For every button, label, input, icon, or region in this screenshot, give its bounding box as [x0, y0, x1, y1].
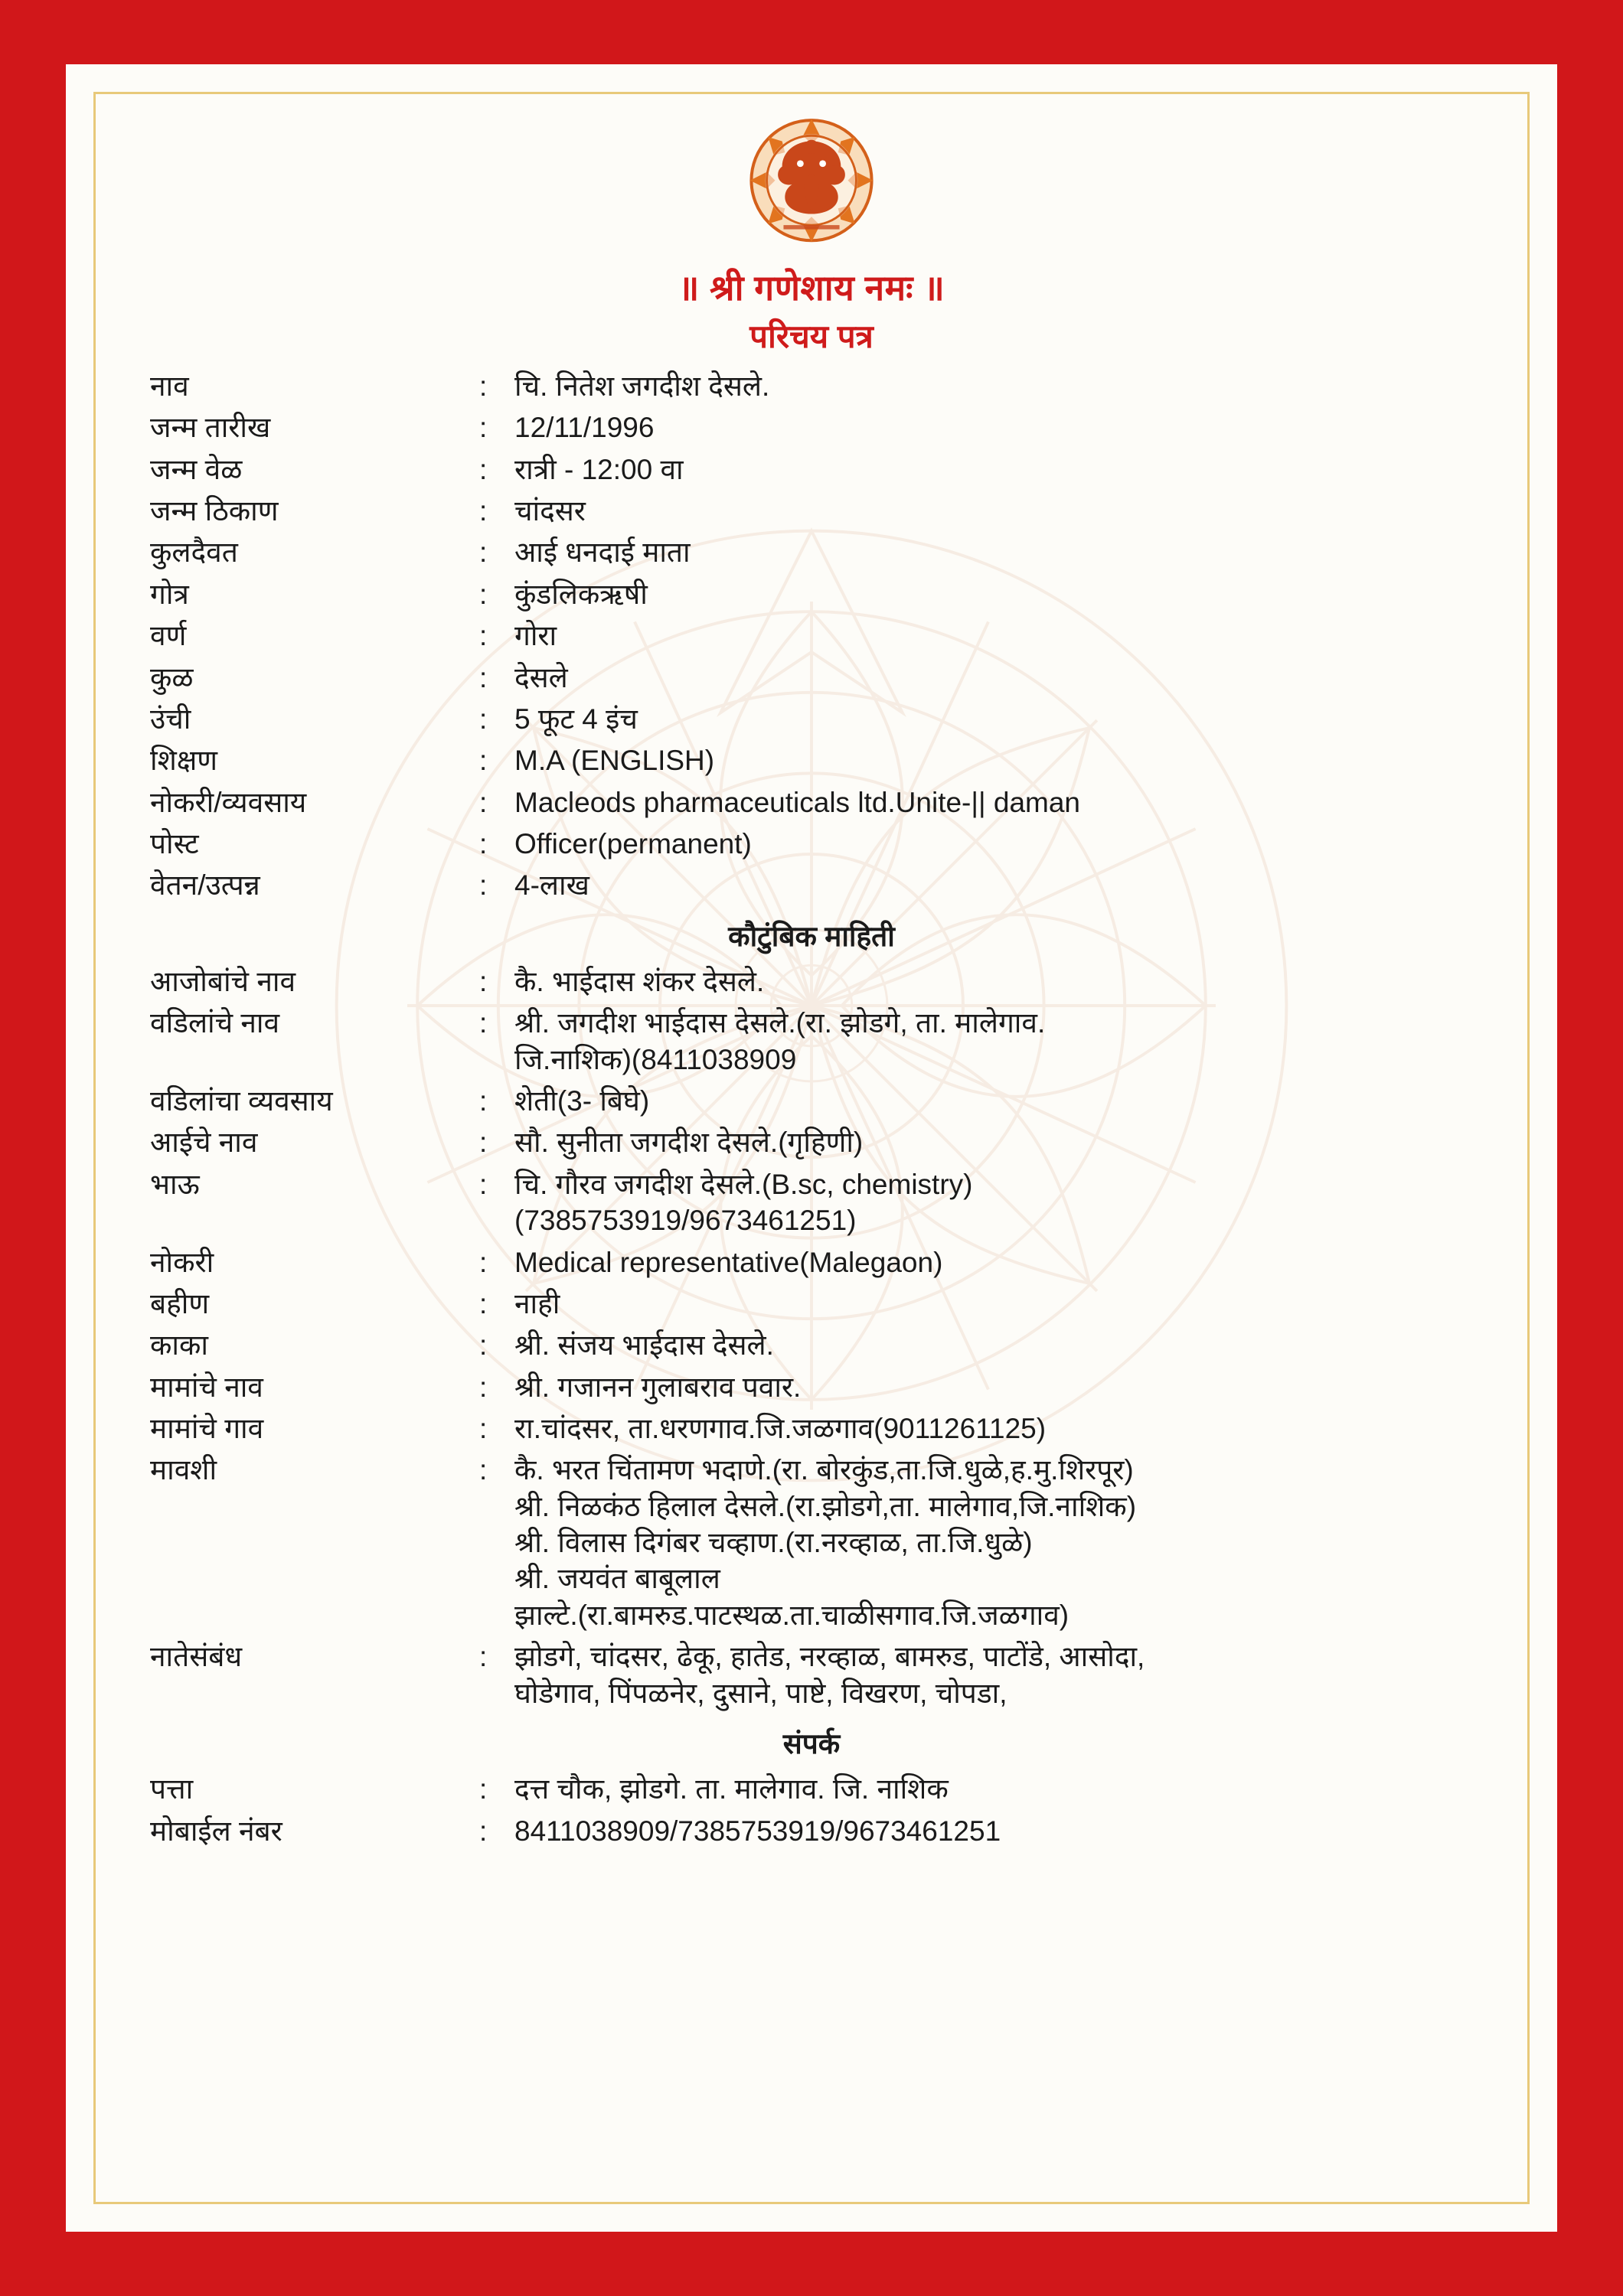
- row-label: कुलदैवत: [150, 536, 238, 569]
- row-value: आई धनदाई माता: [514, 536, 691, 569]
- row-label: भाऊ: [150, 1168, 200, 1200]
- row-colon: :: [479, 1815, 488, 1847]
- row-colon: :: [479, 412, 488, 444]
- row-value: M.A (ENGLISH): [514, 745, 715, 777]
- row-value-line2: घोडेगाव, पिंपळनेर, दुसाने, पाष्टे, विखरण, चोपडा,: [514, 1677, 1007, 1709]
- row-colon: :: [479, 661, 488, 693]
- row-label: वेतन/उत्पन्न: [150, 869, 260, 902]
- row-value: देसले: [514, 661, 568, 693]
- row-value: श्री. जगदीश भाईदास देसले.(रा. झोडगे, ता. मालेगाव.: [514, 1007, 1046, 1039]
- row-colon: :: [479, 703, 488, 735]
- row-value-line3: श्री. विलास दिगंबर चव्हाण.(रा.नरव्हाळ, ता.जि.धुळे): [514, 1527, 1033, 1559]
- row-label: मोबाईल नंबर: [150, 1815, 282, 1847]
- row-value: 4-लाख: [514, 869, 589, 902]
- row-value: 12/11/1996: [514, 412, 655, 444]
- row-label: नातेसंबंध: [150, 1641, 243, 1673]
- document-content: [66, 64, 1557, 2232]
- row-value-line5: झाल्टे.(रा.बामरुड.पाटस्थळ.ता.चाळीसगाव.जि.जळगाव): [514, 1599, 1069, 1631]
- row-colon: :: [479, 786, 488, 818]
- row-colon: :: [479, 1246, 488, 1278]
- row-label: उंची: [150, 703, 191, 735]
- table-row: [150, 701, 1473, 742]
- row-value: दत्त चौक, झोडगे. ता. मालेगाव. जि. नाशिक: [514, 1773, 949, 1805]
- table-row: [150, 1327, 1473, 1368]
- row-value: चांदसर: [514, 495, 586, 527]
- row-value: 8411038909/7385753919/9673461251: [514, 1815, 1001, 1847]
- row-colon: :: [479, 1641, 488, 1673]
- row-label: बहीण: [150, 1287, 210, 1319]
- row-label: पत्ता: [150, 1773, 194, 1805]
- row-value: सौ. सुनीता जगदीश देसले.(गृहिणी): [514, 1127, 864, 1159]
- row-value: Macleods pharmaceuticals ltd.Unite-|| daman: [514, 786, 1081, 818]
- row-value: कै. भरत चिंतामण भदाणे.(रा. बोरकुंड,ता.जि.धुळे,ह.मु.शिरपूर): [514, 1454, 1134, 1486]
- row-colon: :: [479, 453, 488, 485]
- row-colon: :: [479, 1007, 488, 1039]
- row-value: गोरा: [514, 620, 557, 652]
- row-colon: :: [479, 1287, 488, 1319]
- row-label: नोकरी/व्यवसाय: [150, 786, 307, 818]
- table-row: [150, 409, 1473, 451]
- row-colon: :: [479, 827, 488, 859]
- shloka-text: ॥ श्री गणेशाय नमः ॥: [678, 268, 945, 308]
- contact-section-row: [150, 1717, 1473, 1771]
- row-label: मामांचे नाव: [150, 1371, 263, 1403]
- row-label: वडिलांचे नाव: [150, 1007, 280, 1039]
- family-section-row: [150, 909, 1473, 964]
- row-label: नाव: [150, 370, 189, 402]
- row-label: जन्म ठिकाण: [150, 495, 279, 527]
- table-row: [150, 452, 1473, 493]
- row-label: पोस्ट: [150, 827, 199, 859]
- table-row: [150, 826, 1473, 867]
- table-row: [150, 1124, 1473, 1166]
- ganesh-icon: [727, 113, 896, 259]
- row-value: शेती(3- बिघे): [514, 1085, 650, 1117]
- row-value-line2: श्री. निळकंठ हिलाल देसले.(रा.झोडगे,ता. मालेगाव,जि.नाशिक): [514, 1490, 1137, 1522]
- row-value: कै. भाईदास शंकर देसले.: [514, 966, 765, 998]
- row-label: काका: [150, 1329, 208, 1362]
- row-value: कुंडलिकऋषी: [514, 578, 648, 610]
- row-label: शिक्षण: [150, 745, 218, 777]
- row-value: रा.चांदसर, ता.धरणगाव.जि.जळगाव(9011261125): [514, 1412, 1047, 1444]
- table-row: [150, 1166, 1473, 1244]
- row-value: रात्री - 12:00 वा: [514, 453, 684, 485]
- row-label: जन्म तारीख: [150, 412, 271, 444]
- row-colon: :: [479, 578, 488, 610]
- row-value: चि. गौरव जगदीश देसले.(B.sc, chemistry): [514, 1168, 973, 1200]
- table-row: [150, 1244, 1473, 1286]
- table-row: [150, 1083, 1473, 1124]
- row-colon: :: [479, 1168, 488, 1200]
- row-value: 5 फूट 4 इंच: [514, 703, 638, 735]
- table-row: [150, 742, 1473, 784]
- row-value: Officer(permanent): [514, 827, 752, 859]
- table-row: [150, 1452, 1473, 1639]
- row-label: मावशी: [150, 1454, 217, 1486]
- row-colon: :: [479, 1371, 488, 1403]
- row-label: नोकरी: [150, 1246, 214, 1278]
- row-value: श्री. गजानन गुलाबराव पवार.: [514, 1371, 802, 1403]
- row-value: नाही: [514, 1287, 560, 1319]
- row-colon: :: [479, 1454, 488, 1486]
- row-colon: :: [479, 536, 488, 569]
- document-title: परिचय पत्र: [749, 318, 874, 354]
- row-value-line2: जि.नाशिक)(8411038909: [514, 1043, 797, 1075]
- table-row: [150, 1411, 1473, 1452]
- row-label: कुळ: [150, 661, 194, 693]
- row-colon: :: [479, 495, 488, 527]
- table-row: [150, 1369, 1473, 1411]
- row-colon: :: [479, 745, 488, 777]
- table-row: [150, 493, 1473, 534]
- row-colon: :: [479, 1329, 488, 1362]
- row-colon: :: [479, 1127, 488, 1159]
- row-colon: :: [479, 869, 488, 902]
- table-row: [150, 867, 1473, 908]
- row-value: चि. नितेश जगदीश देसले.: [514, 370, 770, 402]
- table-row: [150, 964, 1473, 1005]
- row-label: मामांचे गाव: [150, 1412, 264, 1444]
- row-colon: :: [479, 370, 488, 402]
- table-row: [150, 1639, 1473, 1717]
- row-value-line2: (7385753919/9673461251): [514, 1205, 857, 1237]
- contact-section-heading: संपर्क: [782, 1727, 841, 1760]
- row-label: वडिलांचा व्यवसाय: [150, 1085, 333, 1117]
- row-colon: :: [479, 620, 488, 652]
- table-row: [150, 534, 1473, 576]
- row-label: आजोबांचे नाव: [150, 966, 296, 998]
- family-section-heading: कौटुंबिक माहिती: [728, 920, 895, 952]
- row-value: झोडगे, चांदसर, ढेकू, हातेड, नरव्हाळ, बामरुड, पाटोंडे, आसोदा,: [514, 1641, 1145, 1673]
- row-label: वर्ण: [150, 620, 187, 652]
- table-row: [150, 576, 1473, 618]
- row-colon: :: [479, 1412, 488, 1444]
- row-value: Medical representative(Malegaon): [514, 1246, 943, 1278]
- table-row: [150, 784, 1473, 826]
- table-row: [150, 1005, 1473, 1083]
- row-value-line4: श्री. जयवंत बाबूलाल: [514, 1563, 720, 1595]
- table-row: [150, 618, 1473, 659]
- row-label: जन्म वेळ: [150, 453, 243, 485]
- table-row: [150, 1813, 1473, 1854]
- paper-card: [66, 64, 1557, 2232]
- row-colon: :: [479, 1773, 488, 1805]
- row-colon: :: [479, 966, 488, 998]
- row-label: गोत्र: [150, 578, 189, 610]
- table-row: [150, 368, 1473, 409]
- table-row: [150, 1771, 1473, 1812]
- table-row: [150, 660, 1473, 701]
- row-value: श्री. संजय भाईदास देसले.: [514, 1329, 774, 1362]
- details-table: [150, 368, 1473, 1854]
- row-label: आईचे नाव: [150, 1127, 258, 1159]
- row-colon: :: [479, 1085, 488, 1117]
- table-row: [150, 1286, 1473, 1327]
